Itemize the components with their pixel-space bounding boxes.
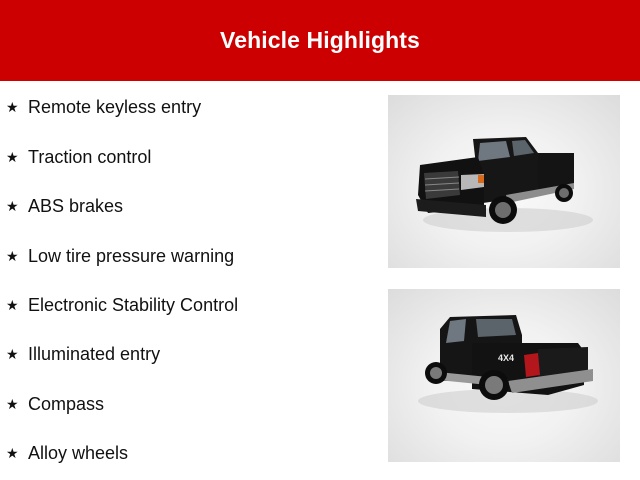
star-icon: ★ (6, 197, 19, 214)
svg-text:4X4: 4X4 (498, 353, 515, 363)
star-icon: ★ (6, 395, 19, 412)
feature-item: ★ Electronic Stability Control (6, 294, 239, 315)
feature-item: ★ Compass (6, 393, 105, 414)
vehicle-photo-front[interactable] (388, 95, 620, 268)
truck-rear-image (388, 289, 620, 462)
star-icon: ★ (6, 296, 19, 313)
star-icon: ★ (6, 444, 19, 461)
feature-item: ★ Illuminated entry (6, 343, 161, 364)
star-icon: ★ (6, 345, 19, 362)
feature-item: ★ Remote keyless entry (6, 96, 202, 117)
truck-front-image (388, 95, 620, 268)
feature-item: ★ Traction control (6, 146, 152, 167)
vehicle-photo-rear[interactable] (388, 289, 620, 462)
page-title: Vehicle Highlights (220, 27, 420, 53)
feature-item: ★ Low tire pressure warning (6, 245, 235, 266)
star-icon: ★ (6, 148, 19, 165)
feature-item: ★ ABS brakes (6, 195, 124, 216)
page-header (0, 0, 640, 81)
star-icon: ★ (6, 98, 19, 115)
feature-item: ★ Alloy wheels (6, 442, 129, 463)
star-icon: ★ (6, 247, 19, 264)
